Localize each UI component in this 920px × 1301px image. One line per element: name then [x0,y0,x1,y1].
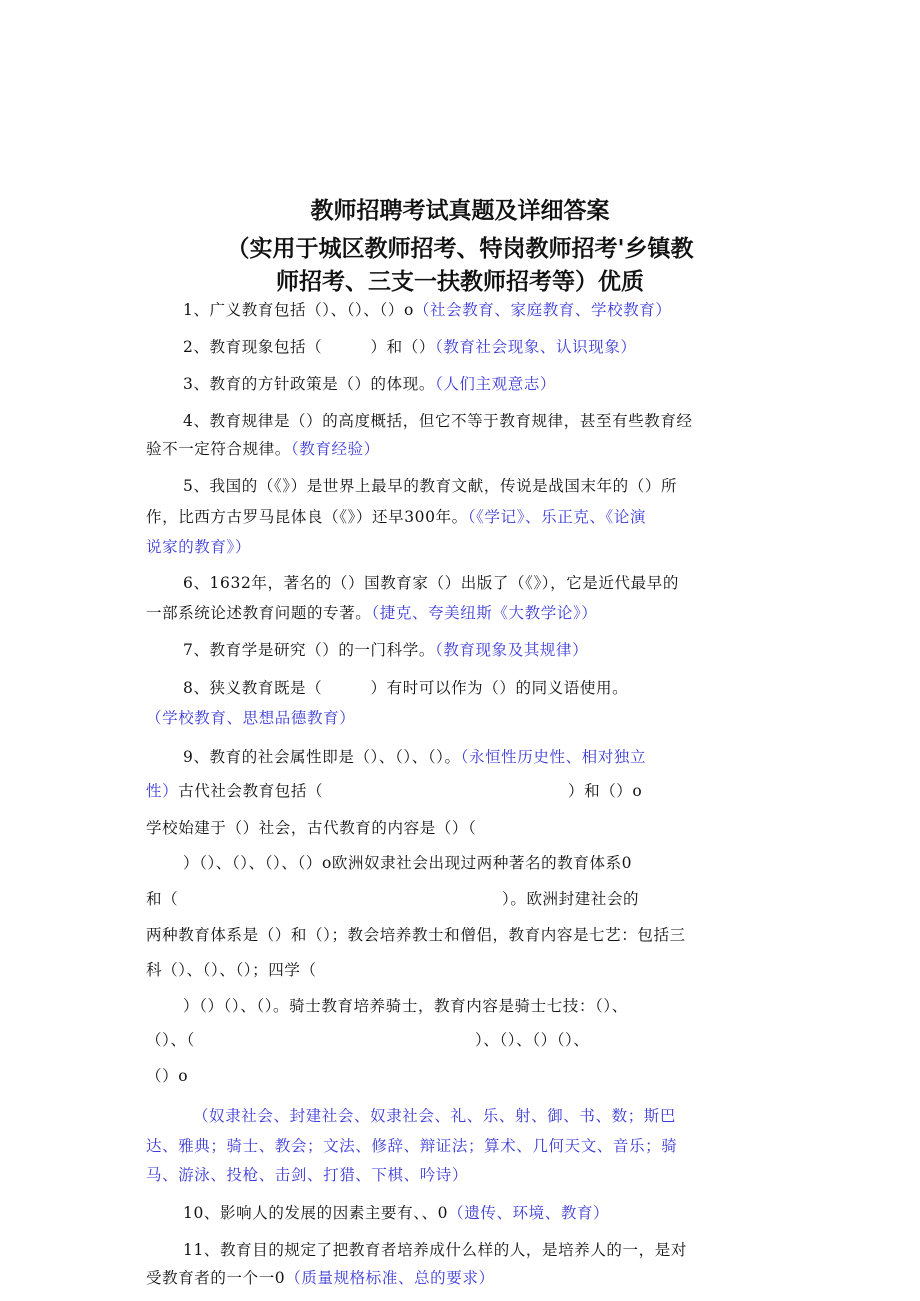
question-9-line8: ）（）（）、（）。骑士教育培养骑士，教育内容是骑士七技：（）、 [183,997,628,1015]
answer-text: （《学记》、乐正克、《论演 [467,508,647,526]
answer-text: （质量规格标准、总的要求） [285,1269,495,1287]
question-text: 2、教育现象包括（ ）和（） [183,338,435,356]
question-text: 7、教育学是研究（）的一门科学。 [183,641,435,659]
question-9-line6: 两种教育体系是（）和（）；教会培养教士和僧侣，教育内容是七艺：包括三 [146,926,686,944]
document-title-line3: 师招考、三支一扶教师招考等）优质 [276,269,644,295]
question-5-line1: 5、我国的（《》）是世界上最早的教育文献，传说是战国末年的（）所 [183,477,678,495]
question-8-answer: （学校教育、思想品德教育） [146,709,356,727]
question-9-line5-end: ）。欧洲封建社会的 [502,890,640,908]
question-9-line2-end: ）和（）o [568,782,643,800]
question-9-line2 [146,781,323,801]
question-text: 3、教育的方针政策是（）的体现。 [183,375,435,393]
question-4-line2 [146,439,380,459]
question-9-line9-end: ）、（）、（）（）、 [475,1031,590,1049]
question-1 [183,300,672,320]
document-title-line1: 教师招聘考试真题及详细答案 [310,198,610,224]
question-9-answer-line1: （奴隶社会、封建社会、奴隶社会、礼、乐、射、御、书、数；斯巴 [193,1107,677,1125]
answer-text: （永恒性历史性、相对独立 [460,748,647,766]
question-text: 受教育者的一个一0 [146,1269,286,1287]
question-9-line4: ）（）、（）、（）、（）o欧洲奴隶社会出现过两种著名的教育体系0 [183,854,633,872]
question-text: 1、广义教育包括（）、（）、（）o [183,301,414,319]
question-text: 9、教育的社会属性即是（）、（）、（）。 [183,748,461,766]
question-4-line1: 4、教育规律是（）的高度概括，但它不等于教育规律，甚至有些教育经 [183,412,693,430]
question-text: 一部系统论述教育问题的专著。 [146,604,372,622]
question-5-line2 [146,507,646,527]
question-text: 作，比西方古罗马昆体良（《》）还早300年。 [146,508,468,526]
question-11-line2 [146,1268,495,1288]
question-9-line7: 科（）、（）、（）；四学（ [146,961,317,979]
answer-text: （人们主观意志） [434,375,557,393]
question-9-answer-line3: 马、游泳、投枪、击剑、打猎、下棋、吟诗） [146,1166,469,1184]
question-8: 8、狭义教育既是（ ）有时可以作为（）的同义语使用。 [183,679,629,697]
answer-text: （教育经验） [290,440,380,458]
question-9-line10: （）o [146,1067,189,1085]
answer-text: （捷克、夸美纽斯《大教学论》） [371,604,598,622]
question-10 [183,1203,609,1223]
question-6-line2 [146,603,597,623]
document-title-line2: （实用于城区教师招考、特岗教师招考'乡镇教 [226,236,694,262]
question-5-answer-cont: 说家的教育》） [146,538,251,556]
question-text: 验不一定符合规律。 [146,440,291,458]
question-9-answer-line2: 达、雅典；骑士、教会；文法、修辞、辩证法；算术、几何天文、音乐；骑 [146,1137,678,1155]
answer-text: （教育现象及其规律） [434,641,589,659]
question-9-line1 [183,747,646,767]
answer-text: 性） [146,782,179,800]
answer-text: （遗传、环境、教育） [448,1204,610,1222]
question-9-line5: 和（ [146,890,179,908]
answer-text: （教育社会现象、认识现象） [434,338,637,356]
question-6-line1: 6、1632年，著名的（）国教育家（）出版了（《》），它是近代最早的 [183,574,679,592]
question-7 [183,640,588,660]
question-3 [183,374,556,394]
question-text: 古代社会教育包括（ [178,782,324,800]
question-11-line1: 11、教育目的规定了把教育者培养成什么样的人，是培养人的一，是对 [183,1241,687,1259]
question-text: 10、影响人的发展的因素主要有、、0 [183,1204,449,1222]
question-9-line3: 学校始建于（）社会，古代教育的内容是（）（ [146,819,477,837]
answer-text: （社会教育、家庭教育、学校教育） [413,301,672,319]
question-2 [183,337,637,357]
question-9-line9: （）、（ [146,1031,195,1049]
